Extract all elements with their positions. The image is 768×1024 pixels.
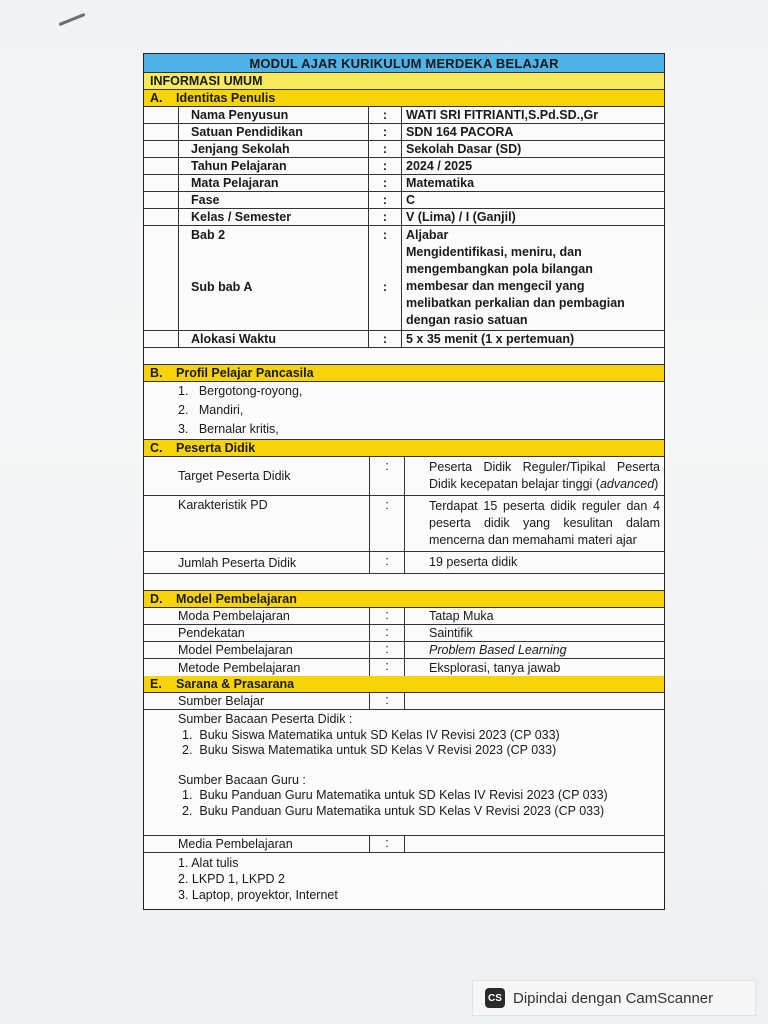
subbab-value: [402, 243, 664, 330]
alokasi-value: 5 x 35 menit (1 x pertemuan): [406, 332, 575, 346]
identity-label: Kelas / Semester: [179, 209, 369, 225]
peserta-heading: Sumber Bacaan Peserta Didik :: [178, 712, 353, 726]
model-colon: :: [370, 659, 405, 676]
section-c-heading: Peserta Didik: [176, 441, 256, 455]
profil-list: [144, 382, 664, 440]
target-value: [405, 457, 664, 495]
profil-item: 3. Bernalar kritis,: [178, 422, 279, 436]
jumlah-colon: :: [370, 552, 405, 573]
karakteristik-label: Karakteristik PD: [144, 496, 370, 551]
media-list: [144, 853, 338, 909]
subbab-label: Sub bab A: [179, 243, 369, 330]
module-table: [143, 53, 665, 910]
karakteristik-row: [144, 496, 664, 552]
identity-colon: :: [369, 209, 402, 225]
alokasi-row: [144, 331, 664, 348]
target-close: ): [654, 477, 659, 491]
model-value: Eksplorasi, tanya jawab: [429, 660, 561, 675]
identity-colon: :: [369, 141, 402, 157]
identity-value: V (Lima) / I (Ganjil): [406, 210, 516, 224]
model-row: [144, 625, 664, 642]
target-row: [144, 457, 664, 496]
model-row: [144, 642, 664, 659]
section-b-heading: Profil Pelajar Pancasila: [176, 366, 314, 380]
identity-value: SDN 164 PACORA: [406, 125, 514, 139]
model-value: Problem Based Learning: [429, 643, 567, 657]
info-heading: INFORMASI UMUM: [144, 73, 664, 90]
subbab-line: mengembangkan pola bilangan: [406, 262, 593, 276]
identity-row: [144, 158, 664, 175]
media-label: Media Pembelajaran: [144, 836, 370, 852]
karakteristik-colon: :: [370, 496, 405, 551]
identity-value: WATI SRI FITRIANTI,S.Pd.SD.,Gr: [406, 108, 599, 122]
identity-value: Aljabar: [406, 227, 449, 242]
identity-label: Bab 2: [179, 226, 369, 243]
pen-mark: [58, 13, 85, 26]
media-colon: :: [370, 836, 405, 852]
subbab-line: Mengidentifikasi, meniru, dan: [406, 245, 582, 259]
guru-item: 1. Buku Panduan Guru Matematika untuk SD Kelas IV Revisi 2023 (CP 033): [182, 788, 608, 802]
identity-colon: :: [369, 158, 402, 174]
media-row: [144, 836, 664, 853]
identity-label: Satuan Pendidikan: [179, 124, 369, 140]
section-d-heading: Model Pembelajaran: [176, 592, 297, 606]
section-a-header: [144, 90, 664, 107]
section-e-header: [144, 676, 664, 693]
target-label: Target Peserta Didik: [144, 457, 370, 495]
identity-row: [144, 209, 664, 226]
identity-colon: :: [369, 175, 402, 191]
identity-label: Fase: [179, 192, 369, 208]
subbab-line: dengan rasio satuan: [406, 313, 528, 327]
identity-row: [144, 175, 664, 192]
identity-row: [144, 192, 664, 209]
identity-colon: :: [369, 226, 402, 243]
identity-colon: :: [369, 124, 402, 140]
document-title: MODUL AJAR KURIKULUM MERDEKA BELAJAR: [144, 54, 664, 73]
section-a-heading: Identitas Penulis: [176, 91, 276, 105]
section-e-letter: E.: [150, 677, 162, 691]
alokasi-label: Alokasi Waktu: [179, 331, 369, 347]
subbab-colon: :: [369, 243, 402, 330]
model-label: Model Pembelajaran: [144, 642, 370, 658]
section-d-letter: D.: [150, 592, 163, 606]
model-label: Moda Pembelajaran: [144, 608, 370, 624]
camscanner-logo-icon: CS: [485, 988, 505, 1008]
section-c-header: [144, 440, 664, 457]
media-item: 3. Laptop, proyektor, Internet: [178, 888, 338, 902]
subbab-line: membesar dan mengecil yang: [406, 279, 585, 293]
identity-row: [144, 141, 664, 158]
identity-value: 2024 / 2025: [406, 159, 473, 173]
section-d-header: [144, 591, 664, 608]
sumber-row: [144, 693, 664, 710]
identity-value: Matematika: [406, 176, 475, 190]
identity-colon: :: [369, 192, 402, 208]
identity-row: [144, 107, 664, 124]
target-text: Peserta Didik Reguler/Tipikal Peserta Didik kecepatan belajar tinggi (: [429, 460, 660, 491]
identity-colon: :: [369, 107, 402, 123]
section-b-letter: B.: [150, 366, 163, 380]
model-colon: :: [370, 642, 405, 658]
model-row: [144, 659, 664, 676]
target-colon: :: [370, 457, 405, 495]
identity-label: Mata Pelajaran: [179, 175, 369, 191]
peserta-item: 1. Buku Siswa Matematika untuk SD Kelas IV Revisi 2023 (CP 033): [182, 727, 560, 742]
jumlah-row: [144, 552, 664, 574]
model-label: Metode Pembelajaran: [144, 659, 370, 676]
identity-label: Tahun Pelajaran: [179, 158, 369, 174]
model-colon: :: [370, 608, 405, 624]
media-item: 1. Alat tulis: [178, 856, 239, 870]
media-list-row: [144, 853, 664, 909]
sumber-colon: :: [370, 693, 405, 709]
section-e-heading: Sarana & Prasarana: [176, 677, 295, 691]
camscanner-watermark: [472, 980, 756, 1016]
sumber-bacaan-block: [144, 710, 608, 835]
identity-row: [144, 124, 664, 141]
jumlah-label: Jumlah Peserta Didik: [144, 552, 370, 573]
karakteristik-value: Terdapat 15 peserta didik reguler dan 4 peserta didik yang kesulitan dalam mencerna dan memahami materi ajar: [429, 499, 660, 547]
target-italic: advanced: [599, 477, 655, 491]
identity-label: Nama Penyusun: [179, 107, 369, 123]
media-item: 2. LKPD 1, LKPD 2: [178, 872, 286, 886]
sumber-bacaan: [144, 710, 664, 836]
peserta-item: 2. Buku Siswa Matematika untuk SD Kelas V Revisi 2023 (CP 033): [182, 743, 557, 757]
guru-item: 2. Buku Panduan Guru Matematika untuk SD Kelas V Revisi 2023 (CP 033): [182, 803, 605, 818]
model-colon: :: [370, 625, 405, 641]
subbab-line: melibatkan perkalian dan pembagian: [406, 296, 625, 310]
model-label: Pendekatan: [144, 625, 370, 641]
identity-row: [144, 226, 664, 243]
model-row: [144, 608, 664, 625]
identity-value: Sekolah Dasar (SD): [406, 142, 522, 156]
section-c-letter: C.: [150, 441, 163, 455]
sumber-label: Sumber Belajar: [144, 693, 370, 709]
alokasi-colon: :: [369, 331, 402, 347]
subbab-row: [144, 243, 664, 331]
spacer-row: [144, 574, 664, 591]
profil-item: 1. Bergotong-royong,: [178, 384, 303, 398]
spacer-row: [144, 348, 664, 365]
profil-item: 2. Mandiri,: [178, 403, 244, 417]
guru-heading: Sumber Bacaan Guru :: [178, 772, 306, 787]
identity-label: Jenjang Sekolah: [179, 141, 369, 157]
model-value: Tatap Muka: [429, 609, 494, 623]
identity-value: C: [406, 193, 416, 207]
jumlah-value: 19 peserta didik: [429, 555, 518, 569]
section-b-header: [144, 365, 664, 382]
camscanner-text: Dipindai dengan CamScanner: [513, 989, 714, 1007]
model-value: Saintifik: [429, 626, 473, 640]
section-a-letter: A.: [150, 91, 163, 105]
